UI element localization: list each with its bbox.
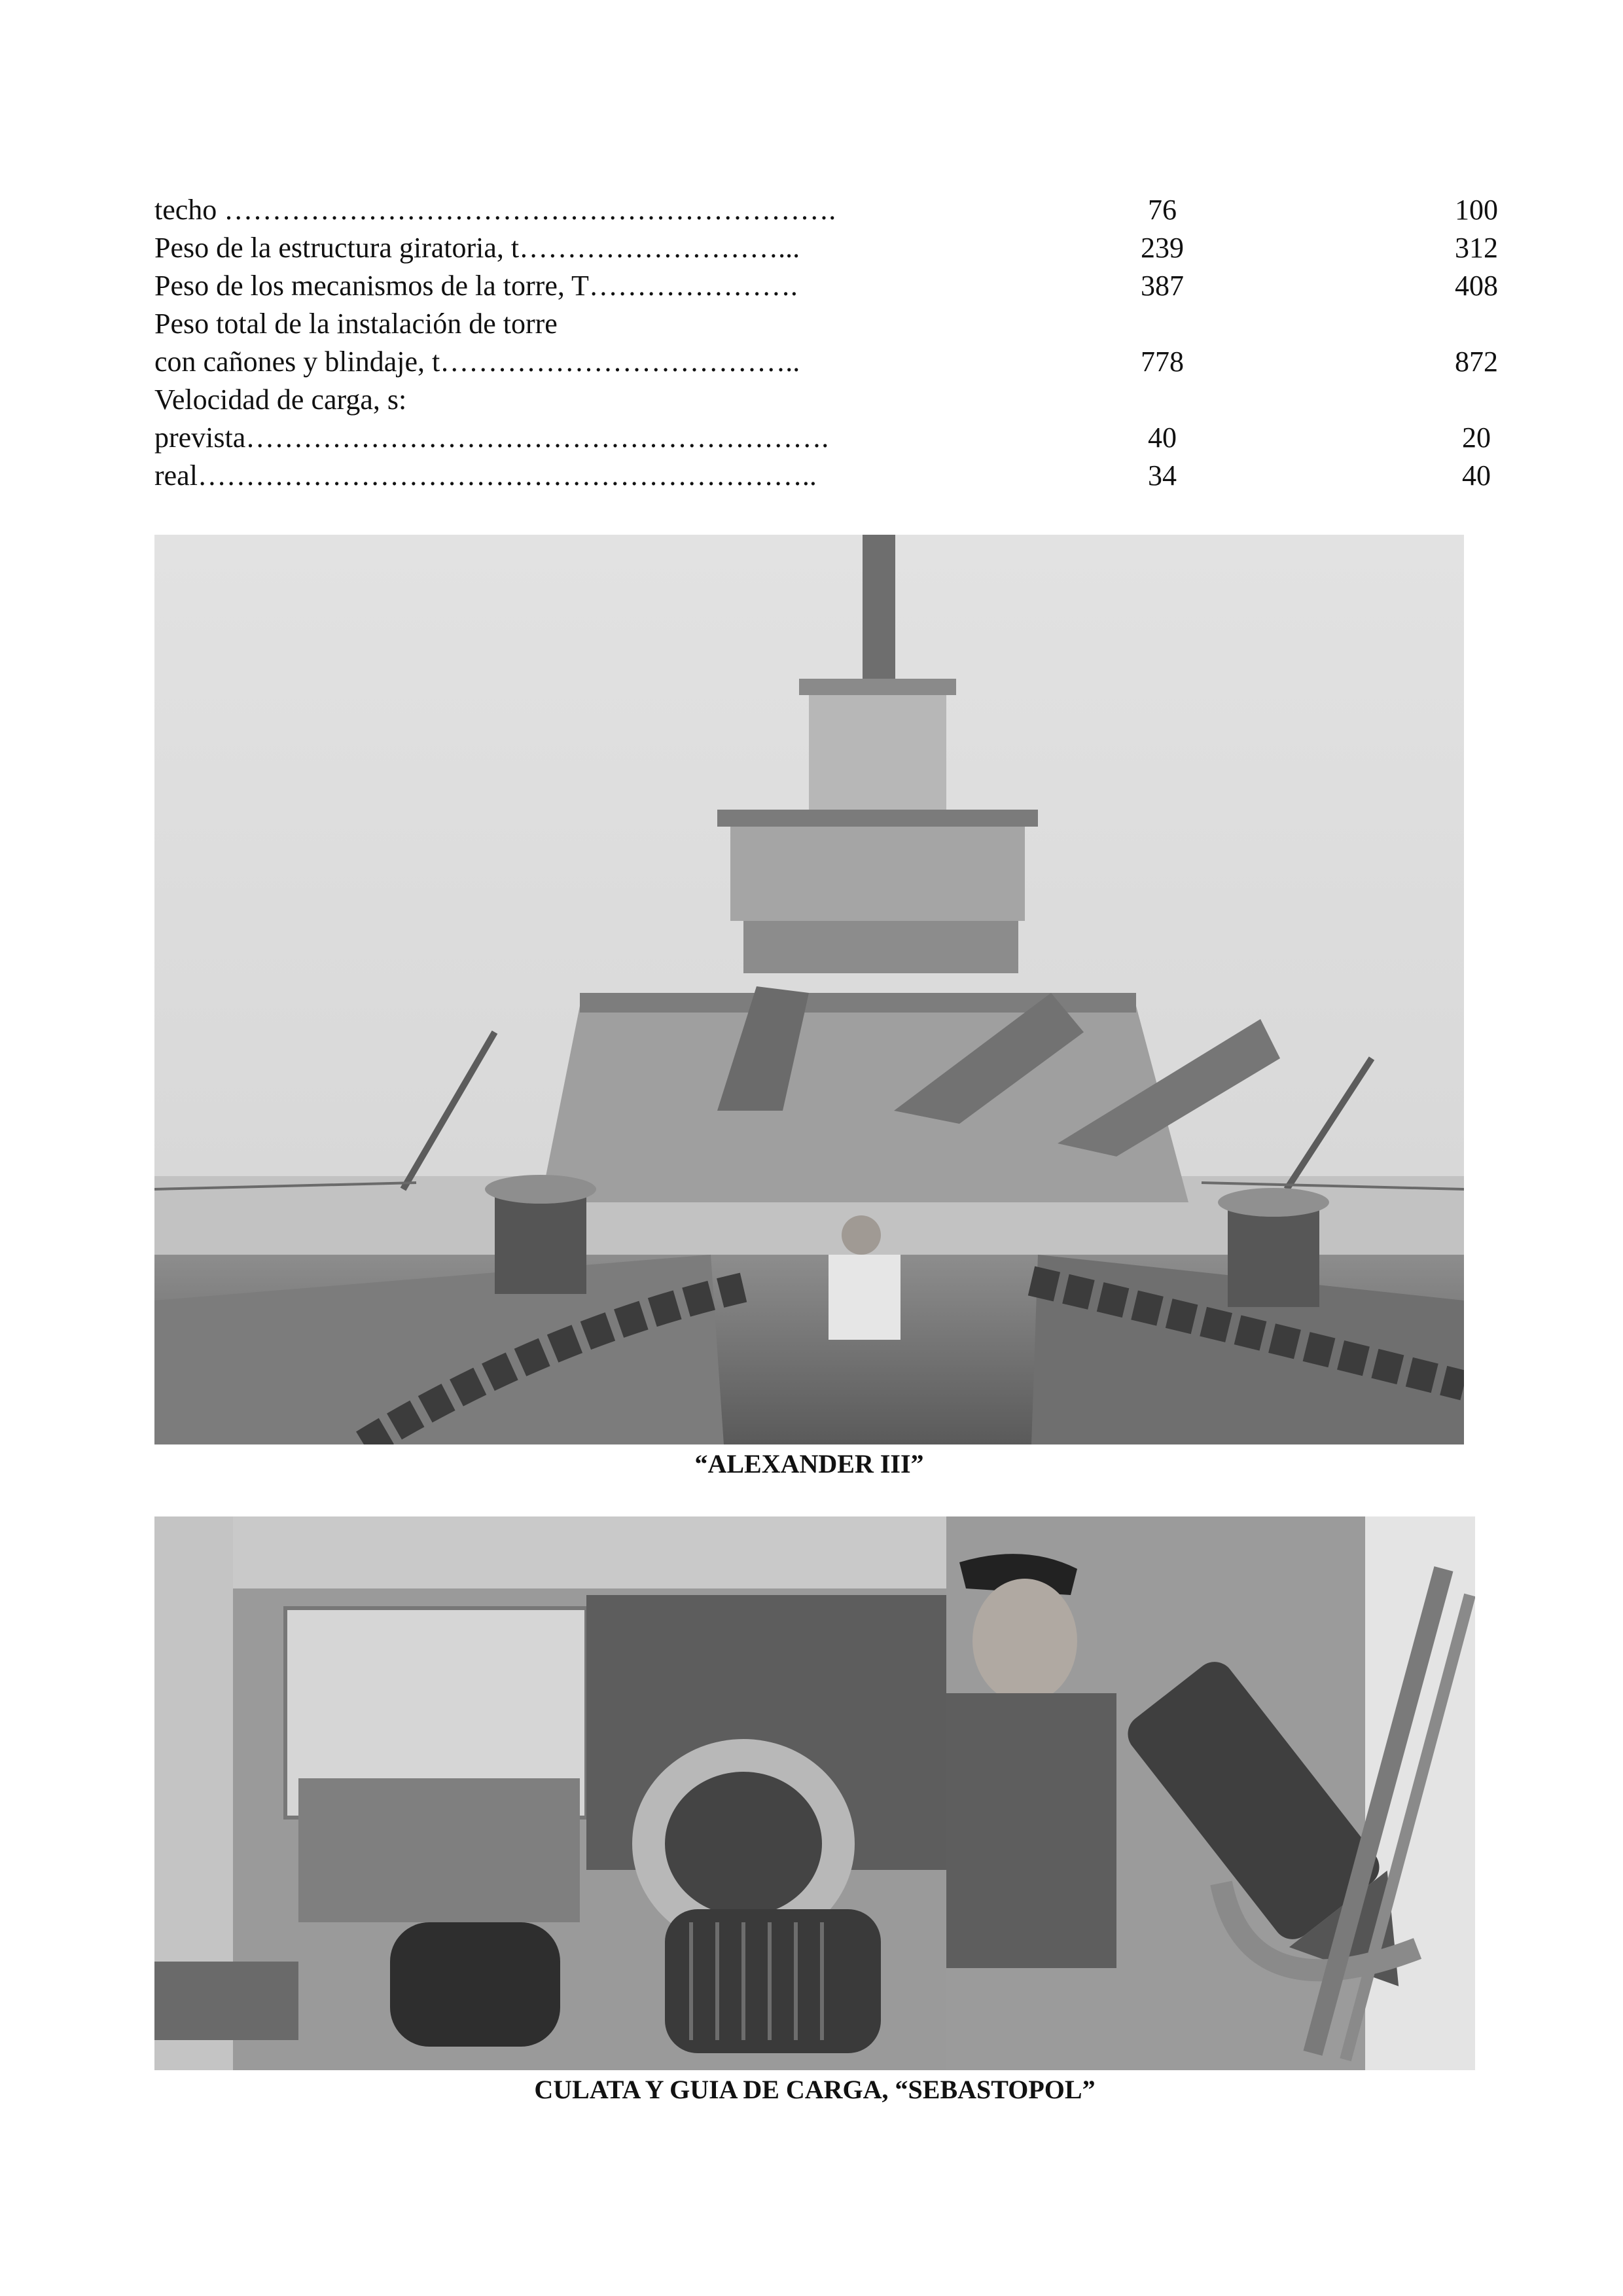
spec-row [154, 457, 1491, 495]
spec-label: Peso de los mecanismos de la torre, T…………………. [154, 270, 798, 302]
spec-table [154, 191, 1498, 495]
spec-label: Velocidad de carga, s: [154, 384, 407, 416]
spec-value-2: 872 [1455, 346, 1498, 378]
spec-value-1: 40 [1148, 422, 1177, 454]
breech-illustration [154, 1516, 946, 2070]
spec-value-2: 408 [1455, 270, 1498, 302]
figure-caption-alexander: “ALEXANDER III” [694, 1449, 924, 1479]
spec-value-2: 40 [1462, 459, 1491, 492]
breech-photo [154, 1516, 946, 2070]
spec-label: prevista……………………………………………………. [154, 422, 829, 454]
spec-row [154, 191, 1498, 229]
spec-value-1: 778 [1141, 346, 1184, 378]
spec-value-1: 76 [1148, 194, 1177, 226]
spec-row [154, 381, 1372, 419]
spec-label: real……………………………………………………….. [154, 459, 817, 492]
spec-row [154, 419, 1491, 457]
battleship-illustration [154, 535, 1464, 1444]
spec-value-1: 34 [1148, 459, 1177, 492]
spec-value-1: 387 [1141, 270, 1184, 302]
spec-row [154, 305, 1372, 343]
spec-label: techo ………………………………………………………. [154, 194, 836, 226]
loader-illustration [946, 1516, 1475, 2070]
figure-caption-sebastopol: CULATA Y GUIA DE CARGA, “SEBASTOPOL” [534, 2075, 1096, 2104]
battleship-photo [154, 535, 1464, 1444]
spec-label: Peso total de la instalación de torre [154, 308, 558, 340]
spec-label: con cañones y blindaje, t……………………………….. [154, 346, 800, 378]
spec-row [154, 267, 1498, 305]
loader-photo [946, 1516, 1475, 2070]
spec-label: Peso de la estructura giratoria, t………………………... [154, 232, 800, 264]
spec-row [154, 343, 1498, 381]
spec-value-1: 239 [1141, 232, 1184, 264]
spec-row [154, 229, 1498, 267]
spec-value-2: 100 [1455, 194, 1498, 226]
spec-value-2: 20 [1462, 422, 1491, 454]
spec-value-2: 312 [1455, 232, 1498, 264]
